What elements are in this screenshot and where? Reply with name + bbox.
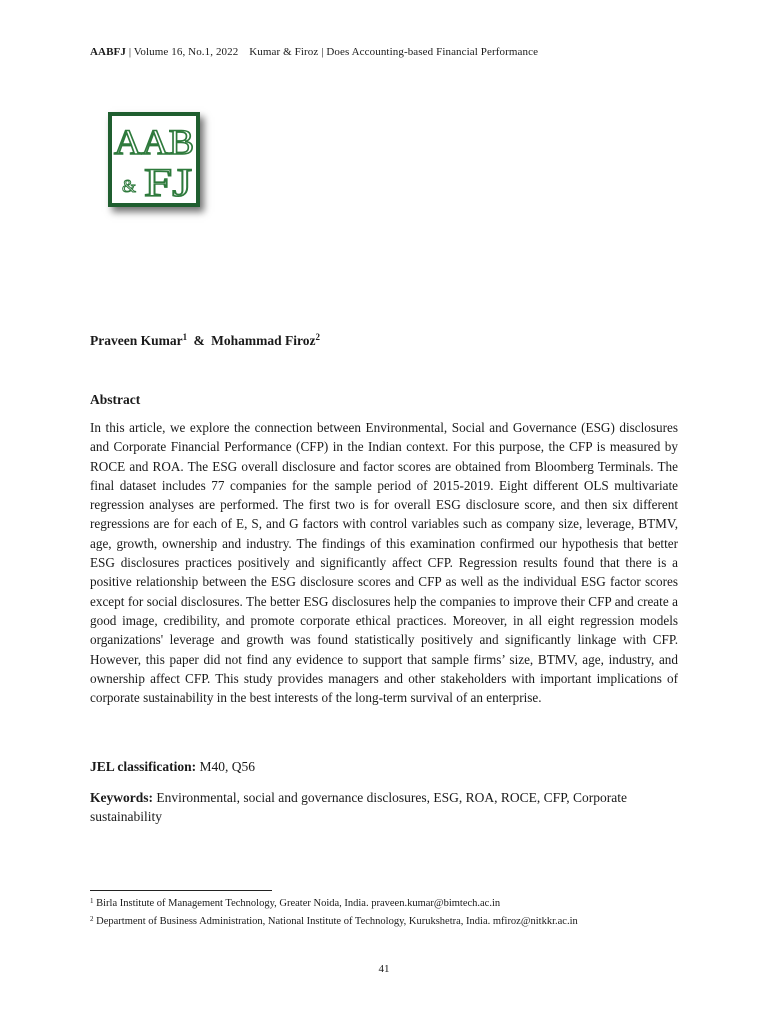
author-name-1: Praveen Kumar <box>90 333 183 348</box>
footnote-mark-2: 2 <box>90 915 94 923</box>
header-authors: Kumar & Firoz <box>249 46 319 58</box>
jel-label: JEL classification: <box>90 759 197 774</box>
footnote-2 <box>90 915 578 927</box>
jel-classification <box>90 759 255 775</box>
author-conjunction: & <box>193 333 205 348</box>
keywords-value: Environmental, social and governance disclosures, ESG, ROA, ROCE, CFP, Corporate sustainability <box>90 790 627 824</box>
logo-ampersand: & <box>122 176 137 196</box>
footnote-1 <box>90 897 500 909</box>
journal-logo-graphic <box>112 116 196 203</box>
header-separator-2: | <box>321 46 324 58</box>
author-affiliation-mark-1: 1 <box>182 332 188 342</box>
footnote-text-2: Department of Business Administration, National Institute of Technology, Kurukshetra, India. mfiroz@nitkkr.ac.in <box>96 916 578 927</box>
jel-value: M40, Q56 <box>199 759 256 774</box>
logo-letters-bottom: FJ <box>144 160 192 203</box>
running-head <box>90 46 538 58</box>
abstract-body: In this article, we explore the connection between Environmental, Social and Governance (ESG) disclosures and Corporate Financial Performance (CFP) in the Indian context. For this purpose, the CFP is measured by ROCE and ROA. The ESG overall disclosure and factor scores are obtained from Bloomberg Terminals. The final dataset includes 77 companies for the sample period of 2015-2019. Eight different OLS multivariate regression analyses are performed. The first two is for overall ESG disclosure score, and then six different regressions are for each of E, S, and G factors with control variables such as company size, leverage, BTMV, age, growth, ownership and industry. The findings of this examination confirmed our hypothesis that better ESG disclosures practices positively and significantly affect CFP. Regression results found that there is a positive relationship between the ESG disclosure scores and CFP as well as the individual ESG factor scores except for social disclosures. The better ESG disclosures help the companies to improve their CFP and create a good image, credibility, and promote corporate ethical practices. Moreover, in all eight regression models organizations' leverage and growth was found statistically positively and significantly linkage with CFP. However, this paper did not find any evidence to support that sample firms’ size, BTMV, age, industry, and ownership affect CFP. This study provides managers and other stakeholders with important implications of corporate sustainability in the best interests of the long-term survival of an enterprise. <box>90 420 678 706</box>
header-separator: | <box>128 46 132 58</box>
abstract-heading: Abstract <box>90 392 141 407</box>
logo-letters-top: AAB <box>114 122 194 162</box>
header-short-title: Does Accounting-based Financial Performance <box>326 46 539 58</box>
author-affiliation-mark-2: 2 <box>315 332 320 342</box>
journal-volume: Volume 16, No.1, 2022 <box>133 46 239 58</box>
journal-logo <box>108 112 200 207</box>
footnote-text-1: Birla Institute of Management Technology, Greater Noida, India. praveen.kumar@bimtech.ac.in <box>96 898 501 909</box>
page-number: 41 <box>378 963 390 975</box>
keywords <box>90 788 650 826</box>
journal-abbrev: AABFJ <box>90 46 126 58</box>
keywords-label: Keywords: <box>90 790 153 805</box>
author-line <box>90 332 320 349</box>
author-name-2: Mohammad Firoz <box>211 333 316 348</box>
footnote-mark-1: 1 <box>90 897 94 905</box>
footnote-divider <box>90 890 272 891</box>
